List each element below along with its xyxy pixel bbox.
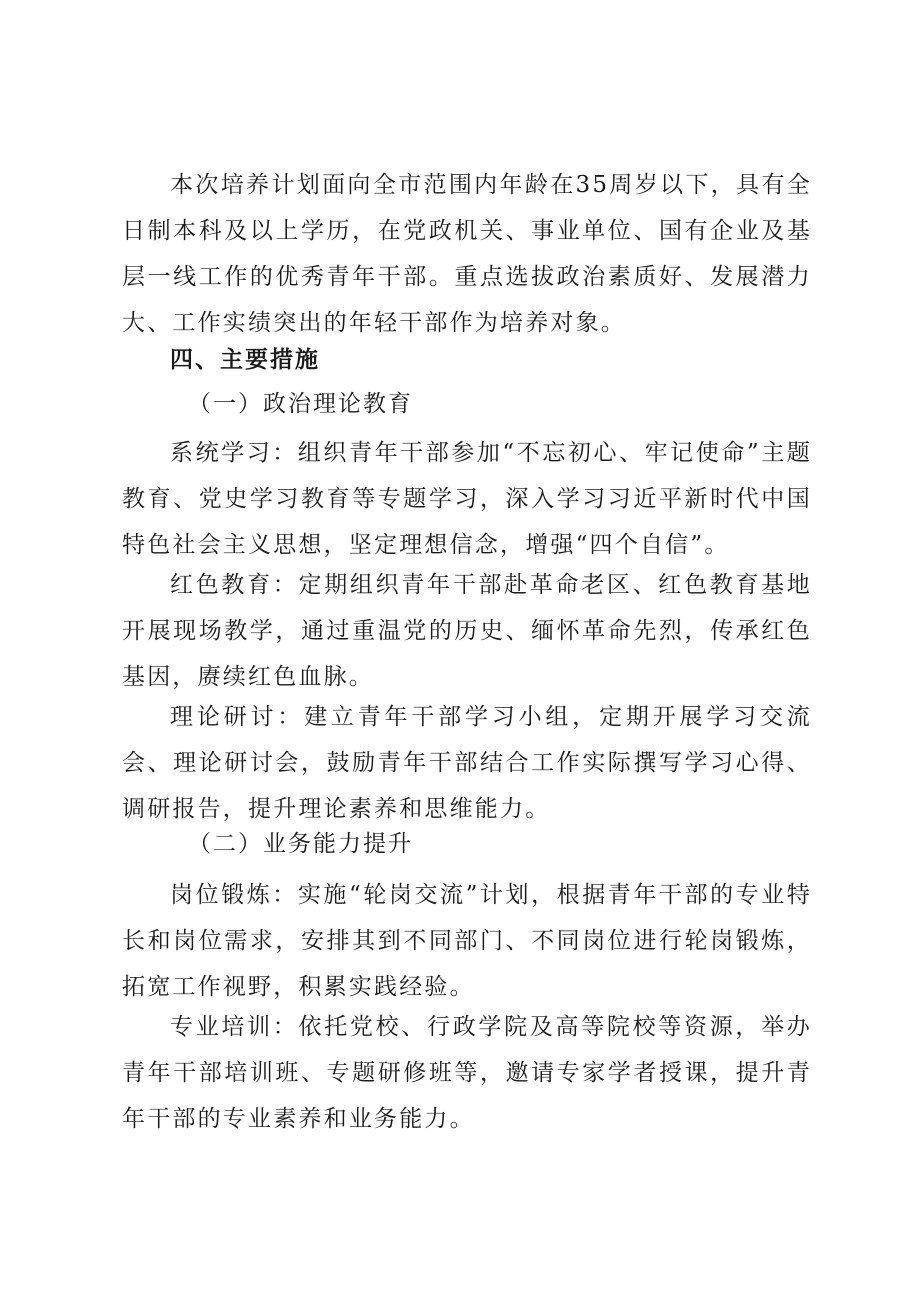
paragraph-red-education: 红色教育：定期组织青年干部赴革命老区、红色教育基地开展现场教学，通过重温党的历史、缅怀革命先烈，传承红色基因，赓续红色血脉。 [122, 572, 812, 690]
paragraph-professional-training: 专业培训：依托党校、行政学院及高等院校等资源，举办青年干部培训班、专题研修班等，邀请专家学者授课，提升青年干部的专业素养和业务能力。 [122, 1014, 812, 1132]
paragraph-theory-seminar: 理论研讨：建立青年干部学习小组，定期开展学习交流会、理论研讨会，鼓励青年干部结合工作实际撰写学习心得、调研报告，提升理论素养和思维能力。 [122, 704, 812, 822]
subsection-heading-business-ability: （二）业务能力提升 [188, 831, 413, 857]
subsection-heading-political-theory: （一）政治理论教育 [188, 391, 413, 417]
intro-paragraph: 本次培养计划面向全市范围内年龄在35周岁以下，具有全日制本科及以上学历，在党政机关、事业单位、国有企业及基层一线工作的优秀青年干部。重点选拔政治素质好、发展潜力大、工作实绩突出的年轻干部作为培养对象。 [122, 172, 812, 336]
paragraph-systematic-study: 系统学习：组织青年干部参加“不忘初心、牢记使命”主题教育、党史学习教育等专题学习，深入学习习近平新时代中国特色社会主义思想，坚定理想信念，增强“四个自信”。 [122, 440, 812, 558]
section-heading: 四、主要措施 [170, 347, 320, 373]
paragraph-post-training: 岗位锻炼：实施“轮岗交流”计划，根据青年干部的专业特长和岗位需求，安排其到不同部门、不同岗位进行轮岗锻炼，拓宽工作视野，积累实践经验。 [122, 882, 812, 1000]
